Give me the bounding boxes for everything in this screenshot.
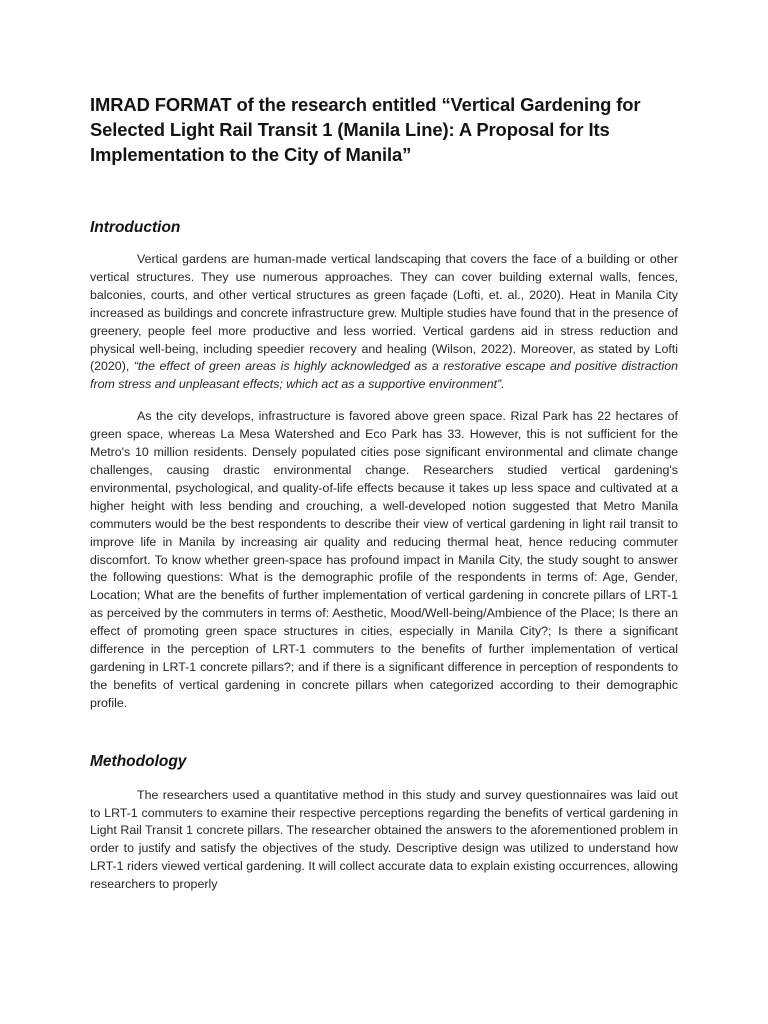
introduction-quote: “the effect of green areas is highly acknowledged as a restorative escape and positive distraction from stress and unpleasant effects; which act as a supportive environment”.: [90, 359, 678, 392]
methodology-heading: Methodology: [90, 752, 187, 770]
document-title: IMRAD FORMAT of the research entitled “Vertical Gardening for Selected Light Rail Transit 1 (Manila Line): A Proposal for Its Implementation to the City of Manila”: [90, 94, 641, 165]
introduction-paragraph-2: As the city develops, infrastructure is favored above green space. Rizal Park has 22 hectares of green space, whereas La Mesa Watershed and Eco Park has 33. However, this is not sufficient for the Metro's 10 million residents. Densely populated cities pose significant environmental and climate change challenges, causing drastic environmental change. Researchers studied vertical gardening's environmental, psychological, and quality-of-life effects because it takes up less space and cultivated at a higher height with less bending and crouching, a well-developed notion suggested that Metro Manila commuters would be the best respondents to describe their view of vertical gardening in light rail transit to improve life in Manila by increasing air quality and reducing thermal heat, hence reducing commuter discomfort. To know whether green-space has profound impact in Manila City, the study sought to answer the following questions: What is the demographic profile of the respondents in terms of: Age, Gender, Location; What are the benefits of further implementation of vertical gardening in concrete pillars of LRT-1 as perceived by the commuters in terms of: Aesthetic, Mood/Well-being/Ambience of the Place; Is there an effect of promoting green space structures in cities, especially in Manila City?; Is there a significant difference in the perception of LRT-1 commuters to the benefits of further implementation of vertical gardening in LRT-1 concrete pillars?; and if there is a significant difference in perception of respondents to the benefits of vertical gardening in concrete pillars when categorized according to their demographic profile.: [90, 409, 678, 710]
introduction-heading: Introduction: [90, 219, 181, 236]
introduction-paragraph-1-text: Vertical gardens are human-made vertical landscaping that covers the face of a building or other vertical structures. They use numerous approaches. They can cover building external walls, fences, balconies, courts, and other vertical structures as green façade (Lofti, et. al., 2020). Heat in Manila City increased as buildings and concrete infrastructure grew. Multiple studies have found that in the presence of greenery, people feel more productive and less worried. Vertical gardens aid in stress reduction and physical well-being, including speedier recovery and healing (Wilson, 2022). Moreover, as stated by Lofti (2020),: [90, 252, 678, 374]
introduction-paragraph-1: [90, 251, 678, 394]
methodology-paragraph-1: The researchers used a quantitative method in this study and survey questionnaires was laid out to LRT-1 commuters to examine their respective perceptions regarding the benefits of vertical gardening in Light Rail Transit 1 concrete pillars. The researcher obtained the answers to the aforementioned problem in order to justify and satisfy the objectives of the study. Descriptive design was utilized to understand how LRT-1 riders viewed vertical gardening. It will collect accurate data to explain existing occurrences, allowing researchers to properly: [90, 787, 678, 892]
document-body: [90, 92, 678, 894]
